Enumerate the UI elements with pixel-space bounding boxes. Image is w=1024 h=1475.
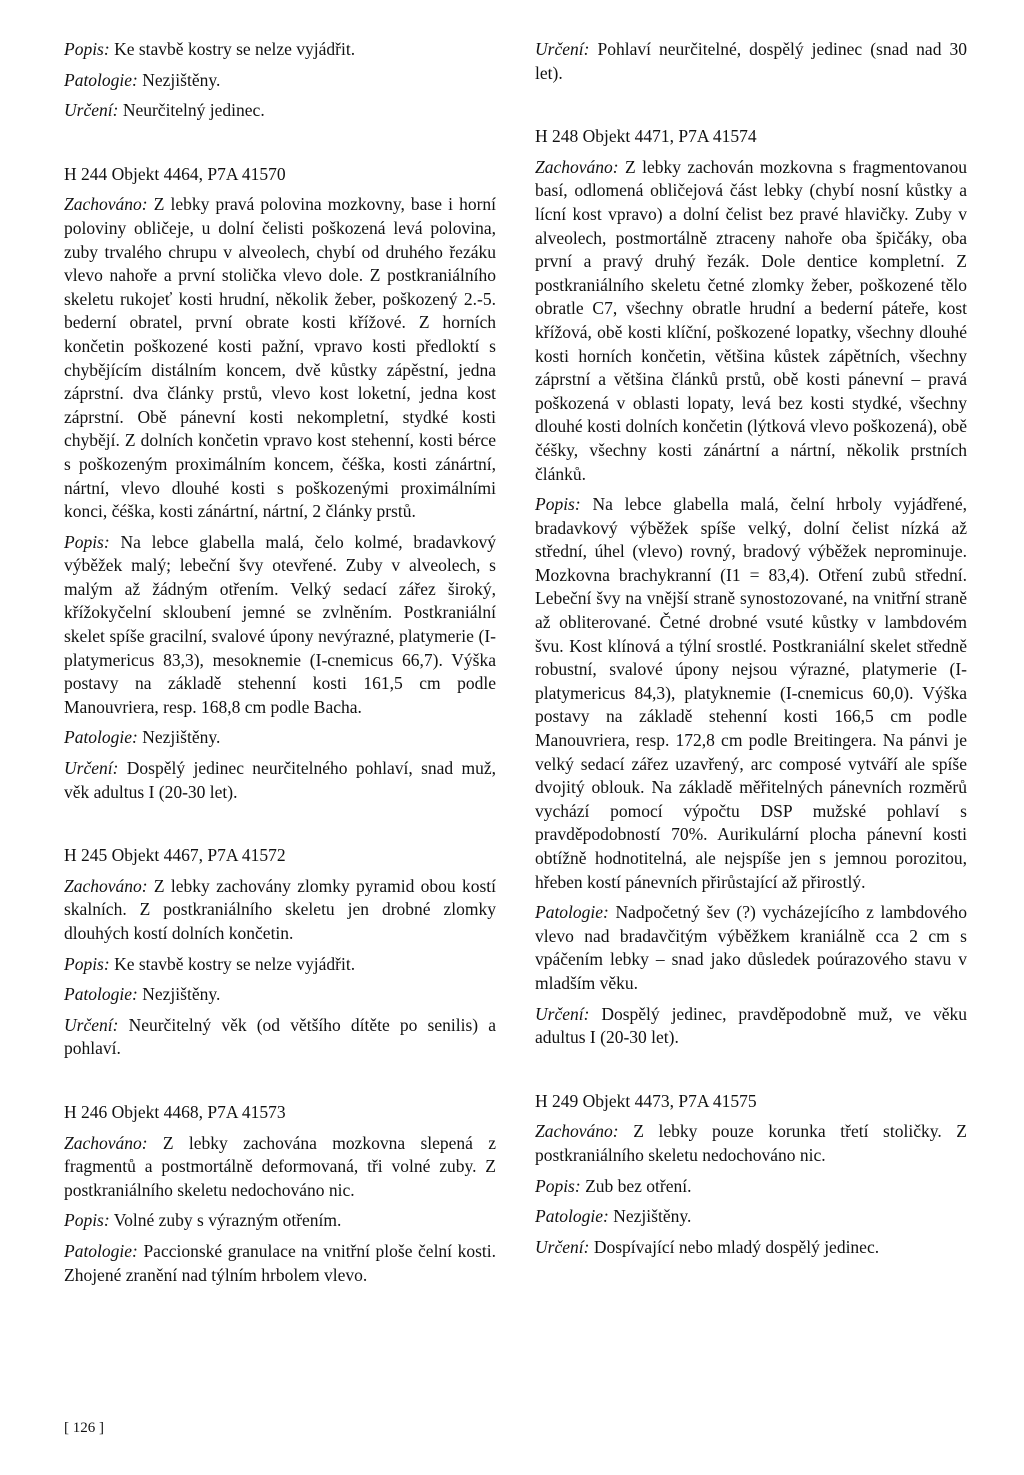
label-popis: Popis:: [64, 39, 110, 59]
h245-patologie: [64, 983, 496, 1007]
h249-urceni-text: Dospívající nebo mladý dospělý jedinec.: [593, 1236, 880, 1257]
h249-zachovano: [535, 1120, 967, 1167]
label-urceni: Určení:: [535, 1236, 590, 1257]
label-patologie: Patologie:: [64, 727, 138, 748]
h249-popis: [535, 1175, 967, 1199]
right-column: [535, 38, 967, 1266]
h246-patologie-text: Paccionské granulace na vnitřní ploše čelní kosti. Zhojené zranění nad týlním hrbolem vlevo.: [64, 1240, 497, 1285]
h249-zachovano-text: Z lebky pouze korunka třetí stoličky. Z postkraniálního skeletu nedochováno nic.: [535, 1121, 967, 1165]
h249-patologie: [535, 1205, 967, 1229]
intro-popis: [64, 38, 496, 62]
h245-popis: [64, 953, 496, 977]
h244-heading: H 244 Objekt 4464, P7A 41570: [64, 163, 286, 184]
h244-patologie-text: Nezjištěny.: [142, 727, 221, 748]
h246-popis: [64, 1209, 496, 1233]
label-zachovano: Zachováno:: [535, 1121, 619, 1142]
intro-popis-text: Ke stavbě kostry se nelze vyjádřit.: [114, 39, 356, 59]
h249-popis-text: Zub bez otření.: [585, 1175, 692, 1196]
h244-zachovano-text: Z lebky pravá polovina mozkovny, base i horní poloviny obličeje, u dolní čelisti poškozená levá polovina, zuby trvalého chrupu v alveolech, chybí od druhého řezáku vlevo nahoře a první stolička vlevo dole. Z postkraniálního skeletu rukojeť kosti hrudní, několik žeber, poškozený 2.-5. bederní obratel, první obrate kosti křížové. Z horních končetin poškozené kosti pažní, vpravo kosti předloktí s chybějícím distálním koncem, dvě kůstky zápěstní, jedna záprstní. dva články prstů, vlevo kost loketní, jedna kost záprstní. Obě pánevní kosti nekompletní, stydké kosti chybějí. Z dolních končetin vpravo kost stehenní, kosti bérce s poškozeným proximálním koncem, čéška, kosti zánártní, nártní, vlevo dlouhé kosti s poškozenými proximálními konci, čéška, kosti zánártní, nártní, 2 články prstů.: [64, 194, 497, 522]
label-zachovano: Zachováno:: [64, 1132, 148, 1153]
h246-zachovano-text: Z lebky zachována mozkovna slepená z fragmentů a postmortálně deformovaná, tři volné zuby. Z postkraniálního skeletu nedochováno nic.: [64, 1132, 497, 1200]
section-gap: [64, 130, 496, 163]
h244-zachovano: [64, 193, 496, 523]
h246-patologie: [64, 1240, 496, 1287]
label-patologie: Patologie:: [535, 902, 609, 923]
label-urceni: Určení:: [64, 758, 119, 779]
section-gap: [535, 92, 967, 125]
left-column: [64, 38, 496, 1294]
intro-urceni: [64, 99, 496, 123]
h248-zachovano: [535, 156, 967, 486]
section-gap: [64, 1068, 496, 1101]
label-popis: Popis:: [535, 1175, 581, 1196]
label-zachovano: Zachováno:: [64, 194, 148, 215]
h245-zachovano-text: Z lebky zachovány zlomky pyramid obou kostí skalních. Z postkraniálního skeletu jen drobné zlomky dlouhých kostí dolních končetin.: [64, 875, 497, 943]
h245-urceni: [64, 1014, 496, 1061]
h245-patologie-text: Nezjištěny.: [142, 984, 221, 1005]
h248-popis-text: Na lebce glabella malá, čelní hrboly vyjádřené, bradavkový výběžek spíše velký, dolní čelist nízká až střední, úhel (vlevo) rovný, bradový výběžek neprominuje. Mozkovna brachykranní (I1 = 83,4). Otření zubů střední. Lebeční švy na vnější straně synostozované, na vnitřní straně až obliterované. Četné drobné vsuté kůstky v lambdovém švu. Kost klínová a týlní srostlé. Postkraniální skelet středně robustní, svalové úpony nejsou výrazné, platymerie (I-platymericus 84,3), platyknemie (I-cnemicus 60,0). Výška postavy na základě stehenní kosti 166,5 cm podle Manouvriera, resp. 172,8 cm podle Breitingera. Na pánvi je velký sedací zářez uzavřený, arc composé vytváří ale spíše dvojitý oblouk. Na základě měřitelných pánevních rozměrů vychází pomocí výpočtu DSP mužské pohlaví s pravděpodobností 70%. Aurikulární plocha pánevní kosti obtížně hodnotitelná, ale nejspíše jen s jemnou porozitou, hřeben kostí pánevních přirůstající až přirostlý.: [535, 494, 967, 892]
label-urceni: Určení:: [535, 1003, 590, 1024]
label-popis: Popis:: [64, 531, 110, 552]
intro-urceni-right: [535, 38, 967, 85]
label-patologie: Patologie:: [64, 69, 138, 90]
h249-urceni: [535, 1236, 967, 1260]
h246-heading: H 246 Objekt 4468, P7A 41573: [64, 1101, 286, 1122]
label-popis: Popis:: [535, 494, 581, 515]
intro-patologie-text: Nezjištěny.: [142, 69, 221, 90]
label-popis: Popis:: [64, 953, 110, 974]
h249-heading: H 249 Objekt 4473, P7A 41575: [535, 1090, 757, 1111]
h248-urceni: [535, 1003, 967, 1050]
h248-popis: [535, 493, 967, 894]
section-gap: [535, 1057, 967, 1090]
h248-heading: H 248 Objekt 4471, P7A 41574: [535, 126, 757, 147]
h244-urceni: [64, 757, 496, 804]
intro-patologie: [64, 69, 496, 93]
label-urceni: Určení:: [64, 1014, 119, 1035]
h246-popis-text: Volné zuby s výrazným otřením.: [113, 1210, 342, 1231]
label-zachovano: Zachováno:: [64, 875, 148, 896]
label-patologie: Patologie:: [535, 1206, 609, 1227]
label-popis: Popis:: [64, 1210, 110, 1231]
h249-patologie-text: Nezjištěny.: [613, 1206, 692, 1227]
page-number: [ 126 ]: [64, 1420, 104, 1436]
intro-urceni-right-text: Pohlaví neurčitelné, dospělý jedinec (snad nad 30 let).: [535, 39, 967, 83]
label-patologie: Patologie:: [64, 1240, 138, 1261]
label-patologie: Patologie:: [64, 984, 138, 1005]
h248-urceni-text: Dospělý jedinec, pravděpodobně muž, ve věku adultus I (20-30 let).: [535, 1003, 967, 1048]
h245-zachovano: [64, 875, 496, 946]
intro-urceni-text: Neurčitelný jedinec.: [122, 100, 265, 121]
h248-patologie: [535, 901, 967, 995]
h244-popis-text: Na lebce glabella malá, čelo kolmé, bradavkový výběžek malý; lebeční švy otevřené. Zuby v alveolech, s malým až žádným otřením. Velký sedací zářez široký, křížokyčelní skloubení jemné se zvlněním. Postkraniální skelet spíše gracilní, svalové úpony nevýrazné, platymerie (I-platymericus 83,3), mesoknemie (I-cnemicus 66,7). Výška postavy na základě stehenní kosti 161,5 cm podle Manouvriera, resp. 168,8 cm podle Bacha.: [64, 531, 497, 717]
section-gap: [64, 811, 496, 844]
h246-zachovano: [64, 1132, 496, 1203]
h248-patologie-text: Nadpočetný šev (?) vycházejícího z lambdového vlevo nad bradavčitým výběžkem kraniálně cca 2 cm s vpáčením lebky – snad jako důsledek poúrazového stavu v mladším věku.: [535, 902, 967, 993]
h245-popis-text: Ke stavbě kostry se nelze vyjádřit.: [114, 953, 356, 974]
h245-heading: H 245 Objekt 4467, P7A 41572: [64, 845, 286, 866]
h248-zachovano-text: Z lebky zachován mozkovna s fragmentovanou basí, odlomená obličejová část lebky (chybí nosní kůstky a lícní kost vpravo) a dolní čelist bez pravé hlavičky. Zuby v alveolech, postmortálně ztraceny nahoře oba špičáky, oba první a pravý druhý řezák. Dole dentice kompletní. Z postkraniálního skeletu četné zlomky žeber, poškozené tělo obratle C7, všechny obratle hrudní a bederní páteře, kost křížová, obě kosti klíční, poškozené lopatky, všechny dlouhé kosti horních končetin, většina kůstek zápětních, všechny záprstní a většina článků prstů, obě kosti pánevní – pravá poškozená v oblasti lopaty, levá bez kosti stydké, všechny dlouhé kosti dolních končetin (lýtková vlevo poškozená), obě čéšky, všechny kosti zánártní a nártní, několik prstních článků.: [535, 156, 968, 484]
h244-urceni-text: Dospělý jedinec neurčitelného pohlaví, snad muž, věk adultus I (20-30 let).: [64, 758, 496, 802]
h244-popis: [64, 531, 496, 720]
label-zachovano: Zachováno:: [535, 156, 619, 177]
label-urceni: Určení:: [64, 100, 119, 121]
h245-urceni-text: Neurčitelný věk (od většího dítěte po senilis) a pohlaví.: [64, 1014, 496, 1059]
h244-patologie: [64, 726, 496, 750]
label-urceni: Určení:: [535, 39, 590, 59]
